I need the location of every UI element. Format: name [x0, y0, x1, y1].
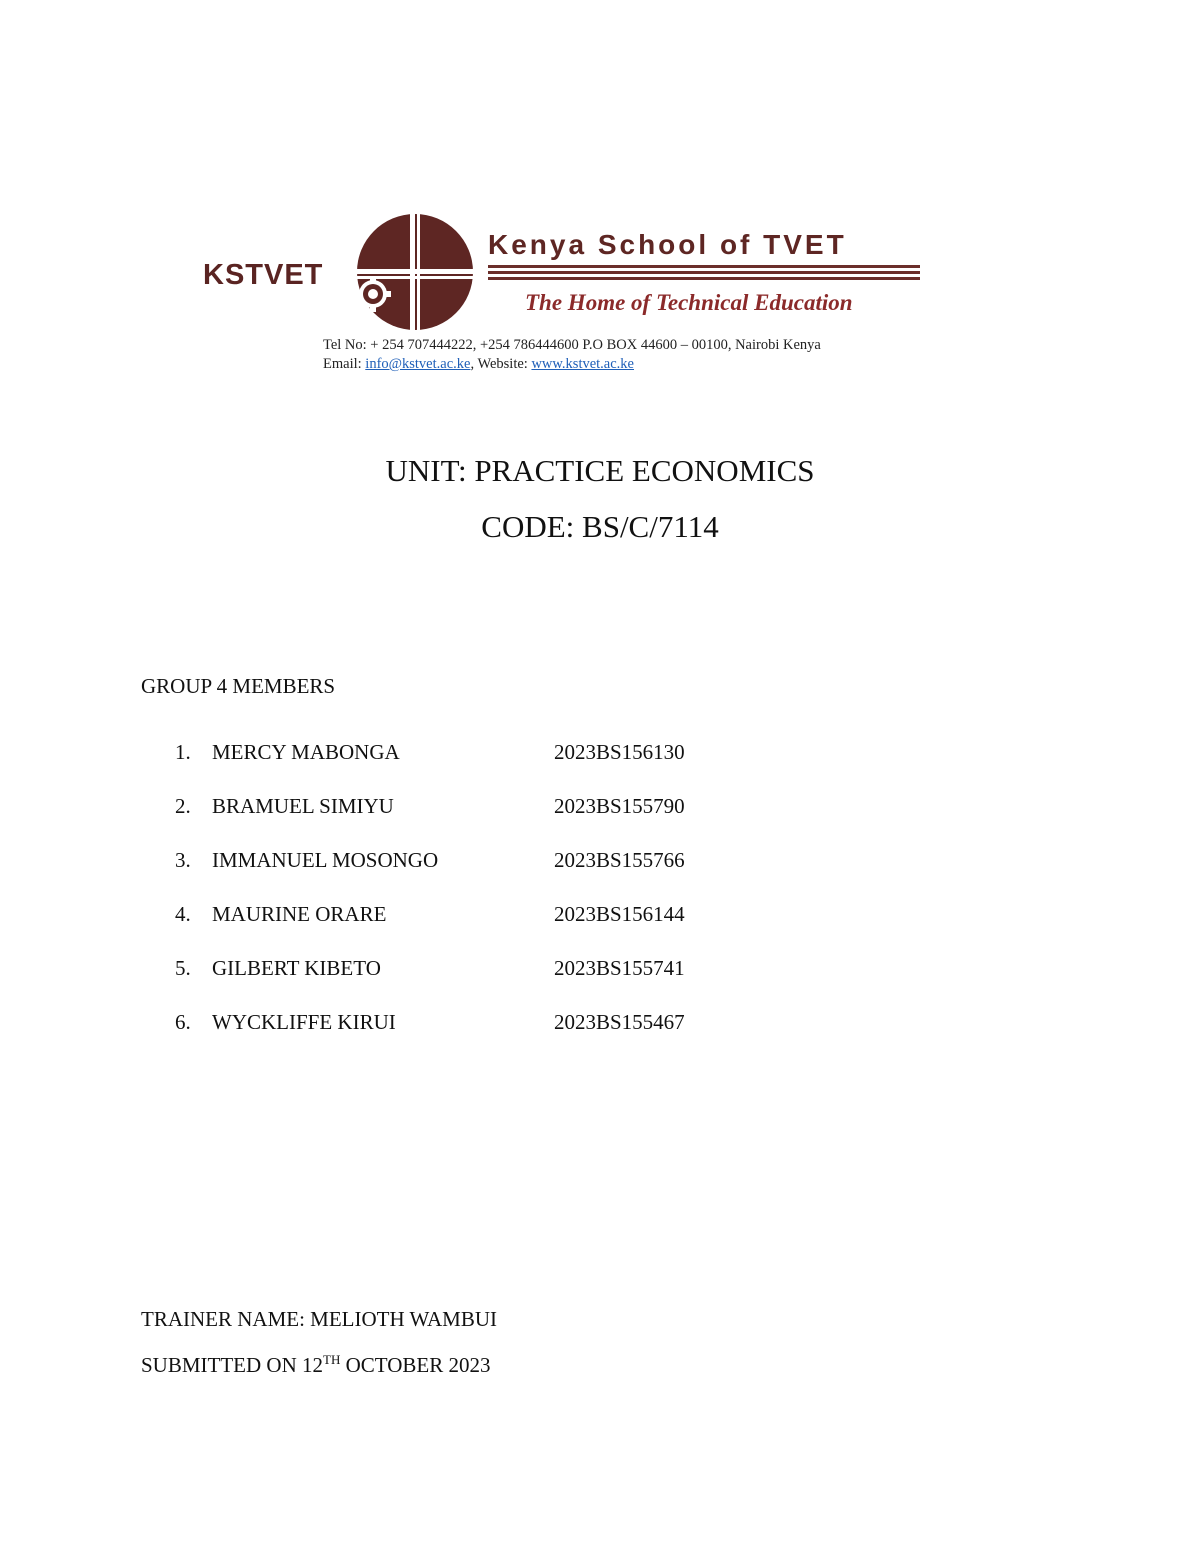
list-item — [175, 848, 795, 902]
member-id: 2023BS155741 — [554, 956, 685, 980]
letterhead — [195, 205, 935, 380]
member-number: 6. — [175, 1010, 191, 1034]
member-number: 3. — [175, 848, 191, 872]
email-website-line — [323, 355, 821, 374]
submitted-suffix: OCTOBER 2023 — [340, 1353, 491, 1377]
member-id: 2023BS156130 — [554, 740, 685, 764]
member-name: IMMANUEL MOSONGO — [212, 848, 439, 872]
list-item — [175, 1010, 795, 1064]
member-id: 2023BS155766 — [554, 848, 685, 872]
members-list — [175, 740, 795, 1064]
submitted-prefix: SUBMITTED ON 12 — [141, 1353, 323, 1377]
header-stripes — [488, 265, 920, 284]
list-item — [175, 794, 795, 848]
member-id: 2023BS156144 — [554, 902, 685, 926]
member-name: WYCKLIFFE KIRUI — [212, 1010, 396, 1034]
website-link[interactable]: www.kstvet.ac.ke — [531, 356, 634, 372]
member-id: 2023BS155467 — [554, 1010, 685, 1034]
tagline: The Home of Technical Education — [525, 290, 853, 315]
list-item — [175, 902, 795, 956]
email-label: Email: — [323, 356, 362, 372]
website-label: , Website: — [470, 356, 528, 372]
contact-info — [323, 336, 821, 374]
list-item — [175, 956, 795, 1010]
member-number: 4. — [175, 902, 191, 926]
list-item — [175, 740, 795, 794]
kstvet-emblem-icon — [340, 210, 490, 335]
member-id: 2023BS155790 — [554, 794, 685, 818]
code-title: CODE: BS/C/7114 — [481, 509, 719, 544]
date-suffix: TH — [323, 1352, 341, 1367]
trainer-name: TRAINER NAME: MELIOTH WAMBUI — [141, 1307, 498, 1331]
member-number: 1. — [175, 740, 191, 764]
member-number: 2. — [175, 794, 191, 818]
email-link[interactable]: info@kstvet.ac.ke — [365, 356, 471, 372]
contact-line: Tel No: + 254 707444222, +254 786444600 P.O BOX 44600 – 00100, Nairobi Kenya — [323, 337, 821, 353]
member-number: 5. — [175, 956, 191, 980]
member-name: BRAMUEL SIMIYU — [212, 794, 394, 818]
logo-text: KSTVET — [203, 259, 324, 291]
submission-date — [141, 1352, 490, 1378]
member-name: MERCY MABONGA — [212, 740, 400, 764]
school-name: Kenya School of TVET — [488, 229, 847, 260]
unit-title: UNIT: PRACTICE ECONOMICS — [385, 453, 815, 488]
group-heading: GROUP 4 MEMBERS — [141, 674, 336, 698]
member-name: GILBERT KIBETO — [212, 956, 381, 980]
member-name: MAURINE ORARE — [212, 902, 387, 926]
